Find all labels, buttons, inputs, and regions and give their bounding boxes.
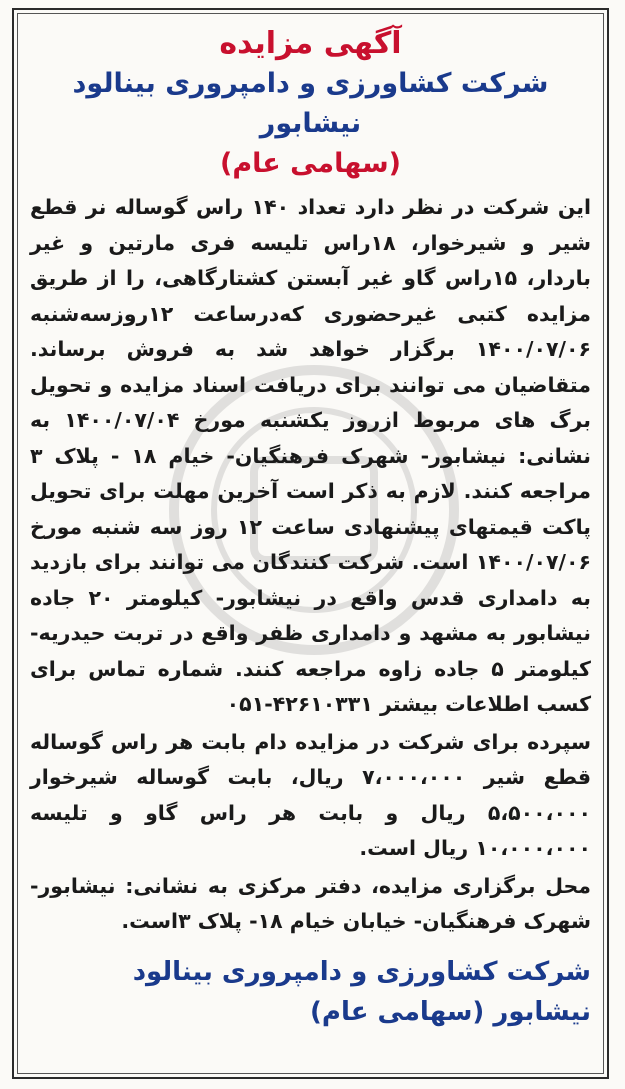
signature-line-1: شرکت کشاورزی و دامپروری بینالود <box>132 956 591 987</box>
ad-signature <box>30 952 591 1032</box>
ad-title: آگهی مزایده <box>219 26 402 61</box>
ad-content <box>30 24 591 1032</box>
ad-paragraph-deposit: سپرده برای شرکت در مزایده دام بابت هر راس گوساله قطع شیر ۷،۰۰۰،۰۰۰ ریال، بابت گوساله شیرخوار ۵،۵۰۰،۰۰۰ ریال و بابت هر راس گاو و تلیسه ۱۰،۰۰۰،۰۰۰ ریال است. <box>30 729 591 860</box>
signature-line-2: نیشابور (سهامی عام) <box>310 996 591 1027</box>
ad-paragraph-location: محل برگزاری مزایده، دفتر مرکزی به نشانی: نیشابور- شهرک فرهنگیان- خیابان خیام ۱۸- پلاک ۳است. <box>30 873 591 933</box>
company-name-heading: شرکت کشاورزی و دامپروری بینالود نیشابور <box>72 68 549 139</box>
ad-frame <box>12 8 609 1079</box>
company-type-heading: (سهامی عام) <box>220 148 401 179</box>
ad-paragraph-main: این شرکت در نظر دارد تعداد ۱۴۰ راس گوساله نر قطع شیر و شیرخوار، ۱۸راس تلیسه فری مارتین و غیر باردار، ۱۵راس گاو غیر آبستن کشتارگاهی، را از طریق مزایده کتبی غیرحضوری که‌درساعت ۱۲روزسه‌شنبه ۱۴۰۰/۰۷/۰۶ برگزار خواهد شد به فروش برساند. متقاضیان می توانند برای دریافت اسناد مزایده و تحویل برگ های مربوط ازروز یکشنبه مورخ ۱۴۰۰/۰۷/۰۴ به نشانی: نیشابور- شهرک فرهنگیان- خیام ۱۸ - پلاک ۳ مراجعه کنند. لازم به ذکر است آخرین مهلت برای تحویل پاکت قیمتهای پیشنهادی ساعت ۱۲ روز سه شنبه مورخ ۱۴۰۰/۰۷/۰۶ است. شرکت کنندگان می توانند برای بازدید به دامداری قدس واقع در نیشابور- کیلومتر ۲۰ جاده نیشابور به مشهد و دامداری ظفر واقع در تربت حیدریه- کیلومتر ۵ جاده زاوه مراجعه کنند. شماره تماس برای کسب اطلاعات بیشتر ۴۲۶۱۰۳۳۱-۰۵۱ <box>30 195 592 716</box>
